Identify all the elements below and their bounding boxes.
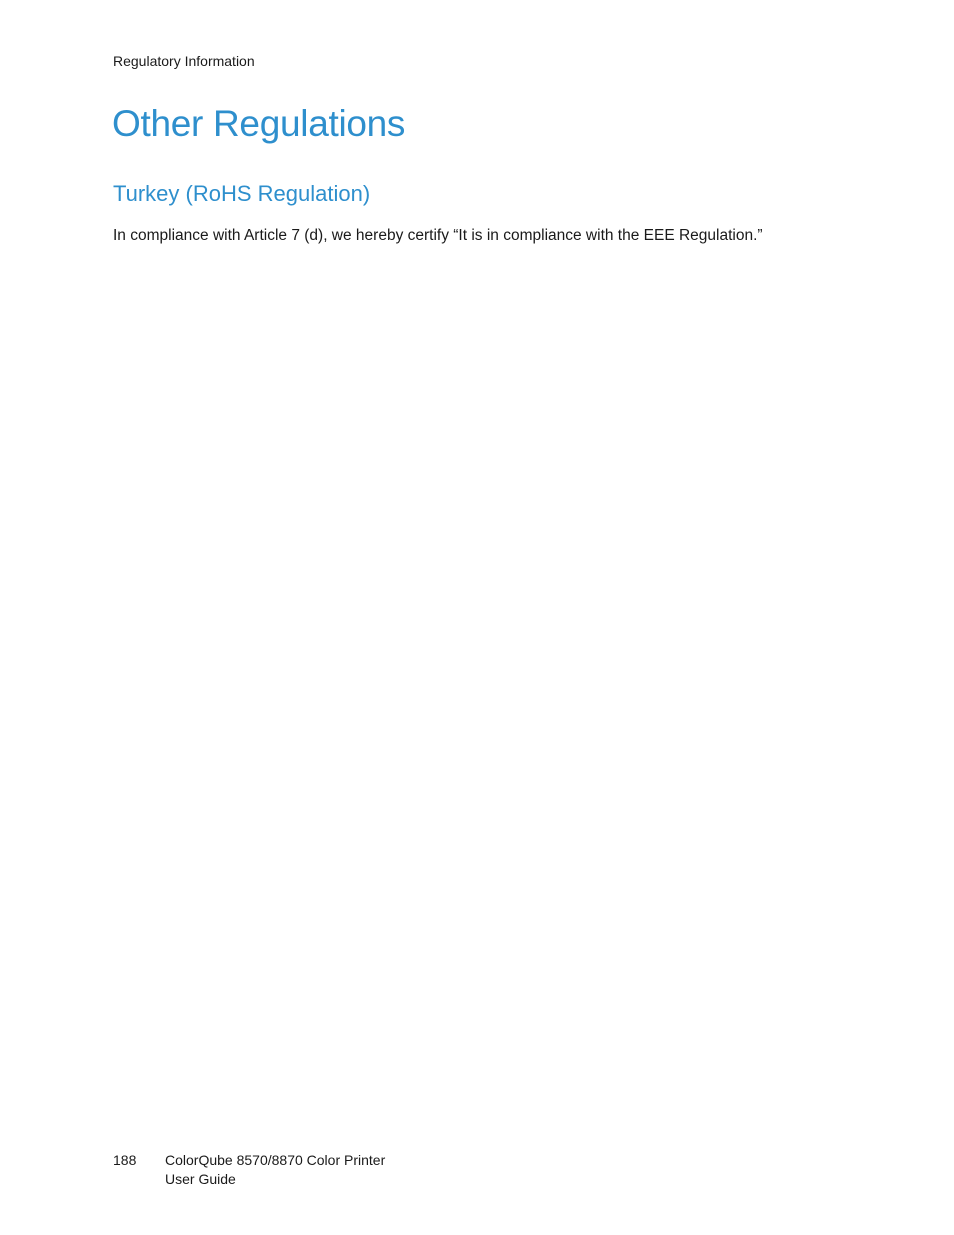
running-header: Regulatory Information <box>113 53 255 69</box>
footer-product-name: ColorQube 8570/8870 Color Printer <box>165 1152 386 1168</box>
page-title: Other Regulations <box>112 103 406 144</box>
footer-product-info <box>165 1151 385 1189</box>
compliance-paragraph: In compliance with Article 7 (d), we hereby certify “It is in compliance with the EEE Regulation.” <box>113 227 763 244</box>
page-number: 188 <box>113 1152 137 1168</box>
footer-document-type: User Guide <box>165 1171 236 1187</box>
section-heading-turkey-rohs: Turkey (RoHS Regulation) <box>113 181 371 206</box>
